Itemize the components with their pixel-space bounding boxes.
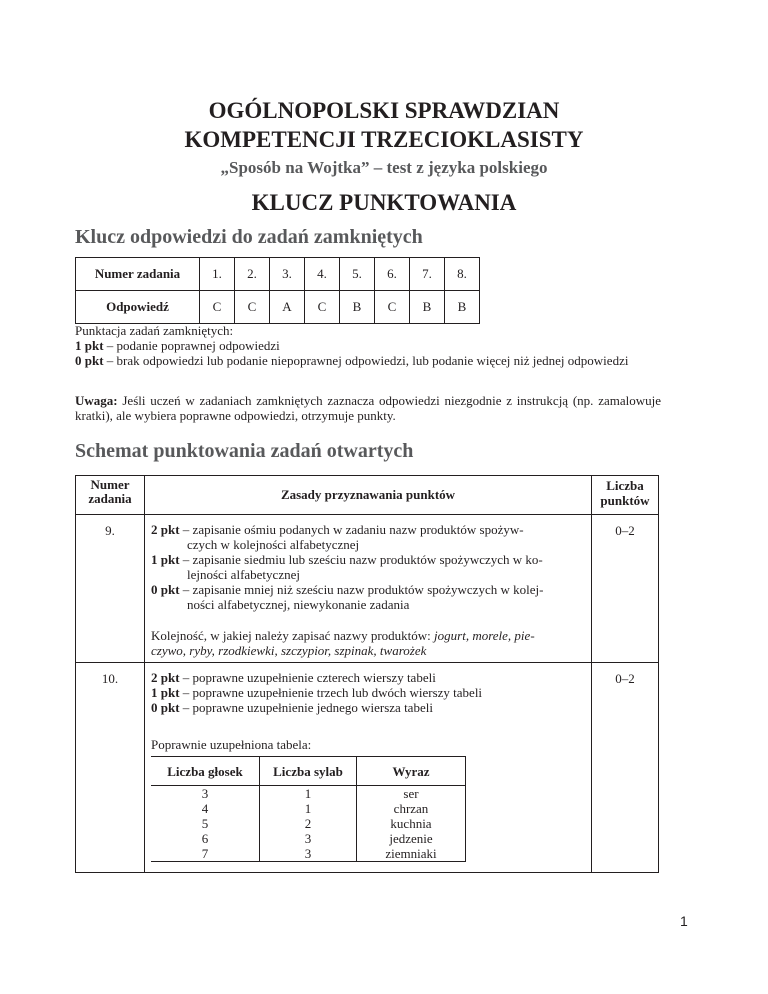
pts-label: 2 pkt — [151, 670, 180, 685]
syllables-cell: 1 — [260, 786, 357, 802]
task-10-row — [76, 663, 659, 873]
rule-text: – zapisanie siedmiu lub sześciu nazw produktów spożywczych w ko- — [179, 552, 543, 567]
col-points — [592, 476, 659, 515]
task-10-rules — [145, 663, 592, 873]
task-number-cell: 1. — [200, 258, 235, 291]
rule-2pt — [151, 522, 585, 537]
rule-0pt — [151, 582, 585, 597]
closed-note — [75, 393, 661, 423]
pts-label: 1 pkt — [75, 338, 104, 353]
rule-text: – zapisanie ośmiu podanych w zadaniu nazw produktów spożyw- — [179, 522, 524, 537]
task-9-number: 9. — [76, 515, 145, 663]
task-number-cell: 2. — [235, 258, 270, 291]
header-syllables: Liczba sylab — [260, 757, 357, 786]
rule-2pt — [151, 670, 585, 685]
document-title — [0, 96, 768, 154]
open-header-row — [76, 476, 659, 515]
order-intro: Kolejność, w jakiej należy zapisać nazwy produktów: — [151, 628, 435, 643]
answer-cell: B — [410, 291, 445, 324]
col-task-number-line: zadania — [88, 491, 132, 506]
answer-row — [76, 291, 480, 324]
task-number-label: Numer zadania — [76, 258, 200, 291]
rule-1pt — [151, 685, 585, 700]
open-scoring-table — [75, 475, 659, 873]
answer-cell: A — [270, 291, 305, 324]
rule-text: – zapisanie mniej niż sześciu nazw produktów spożywczych w kolej- — [179, 582, 544, 597]
sounds-cell: 6 — [151, 831, 260, 846]
col-rules: Zasady przyznawania punktów — [145, 476, 592, 515]
task-number-cell: 3. — [270, 258, 305, 291]
rule-text: – poprawne uzupełnienie czterech wierszy tabeli — [179, 670, 436, 685]
open-tasks-heading: Schemat punktowania zadań otwartych — [75, 440, 414, 462]
answer-cell: C — [305, 291, 340, 324]
answer-cell: B — [445, 291, 480, 324]
note-text: Jeśli uczeń w zadaniach zamkniętych zaznacza odpowiedzi niezgodnie z instrukcją (np. zamalowuje kratki), ale wybiera poprawne odpowiedzi, otrzymuje punkty. — [75, 393, 661, 423]
closed-scoring-rules — [75, 323, 661, 368]
sounds-cell: 7 — [151, 846, 260, 862]
syllables-cell: 3 — [260, 846, 357, 862]
word-cell: chrzan — [357, 801, 466, 816]
answer-cell: C — [235, 291, 270, 324]
sounds-cell: 4 — [151, 801, 260, 816]
sounds-cell: 5 — [151, 816, 260, 831]
task-10-points: 0–2 — [592, 663, 659, 873]
order-list: jogurt, morele, pie- — [434, 628, 535, 643]
word-cell: ser — [357, 786, 466, 802]
table-row — [151, 846, 466, 862]
rule-1pt — [151, 552, 585, 567]
word-cell: jedzenie — [357, 831, 466, 846]
word-cell: kuchnia — [357, 816, 466, 831]
word-table-header — [151, 757, 466, 786]
syllables-cell: 1 — [260, 801, 357, 816]
task-number-cell: 6. — [375, 258, 410, 291]
pts-text: – brak odpowiedzi lub podanie niepoprawnej odpowiedzi, lub podanie więcej niż jednej odpowiedzi — [103, 353, 629, 368]
pts-label: 0 pkt — [151, 700, 180, 715]
syllables-cell: 3 — [260, 831, 357, 846]
table-row — [151, 831, 466, 846]
col-points-line: Liczba — [606, 478, 644, 493]
task-number-cell: 5. — [340, 258, 375, 291]
answer-cell: C — [200, 291, 235, 324]
answer-cell: C — [375, 291, 410, 324]
order-list-cont: czywo, ryby, rzodkiewki, szczypior, szpinak, twarożek — [151, 643, 427, 658]
task-10-number: 10. — [76, 663, 145, 873]
word-table — [151, 756, 466, 862]
task-number-cell: 8. — [445, 258, 480, 291]
scoring-0pt — [75, 353, 661, 368]
title-line-1: OGÓLNOPOLSKI SPRAWDZIAN — [208, 98, 560, 123]
rule-1pt-cont: lejności alfabetycznej — [187, 567, 300, 582]
scoring-intro: Punktacja zadań zamkniętych: — [75, 323, 234, 338]
table-row — [151, 786, 466, 802]
rule-text: – poprawne uzupełnienie trzech lub dwóch wierszy tabeli — [179, 685, 483, 700]
table-row — [151, 816, 466, 831]
pts-label: 0 pkt — [151, 582, 180, 597]
col-task-number — [76, 476, 145, 515]
word-cell: ziemniaki — [357, 846, 466, 862]
key-title: KLUCZ PUNKTOWANIA — [251, 190, 517, 215]
task-9-row — [76, 515, 659, 663]
header-sounds: Liczba głosek — [151, 757, 260, 786]
pts-label: 0 pkt — [75, 353, 104, 368]
closed-answers-table — [75, 257, 480, 324]
task-9-rules — [145, 515, 592, 663]
scoring-1pt — [75, 338, 661, 353]
rule-0pt — [151, 700, 585, 715]
closed-tasks-heading: Klucz odpowiedzi do zadań zamkniętych — [75, 226, 423, 248]
page-number: 1 — [680, 913, 688, 929]
col-task-number-line: Numer — [90, 477, 130, 492]
task-number-cell: 4. — [305, 258, 340, 291]
pts-label: 1 pkt — [151, 552, 180, 567]
task-number-cell: 7. — [410, 258, 445, 291]
header-word: Wyraz — [357, 757, 466, 786]
col-points-line: punktów — [600, 493, 650, 508]
title-line-2: KOMPETENCJI TRZECIOKLASISTY — [184, 127, 584, 152]
sounds-cell: 3 — [151, 786, 260, 802]
document-subtitle: „Sposób na Wojtka” – test z języka polskiego — [220, 158, 548, 177]
pts-text: – podanie poprawnej odpowiedzi — [103, 338, 280, 353]
task-number-row — [76, 258, 480, 291]
syllables-cell: 2 — [260, 816, 357, 831]
pts-label: 1 pkt — [151, 685, 180, 700]
note-label: Uwaga: — [75, 393, 118, 408]
order-note — [151, 628, 585, 658]
answer-label: Odpowiedź — [76, 291, 200, 324]
task-9-points: 0–2 — [592, 515, 659, 663]
rule-0pt-cont: ności alfabetycznej, niewykonanie zadania — [187, 597, 410, 612]
rule-2pt-cont: czych w kolejności alfabetycznej — [187, 537, 360, 552]
table-row — [151, 801, 466, 816]
pts-label: 2 pkt — [151, 522, 180, 537]
table-intro: Poprawnie uzupełniona tabela: — [151, 737, 312, 752]
rule-text: – poprawne uzupełnienie jednego wiersza tabeli — [179, 700, 433, 715]
answer-cell: B — [340, 291, 375, 324]
